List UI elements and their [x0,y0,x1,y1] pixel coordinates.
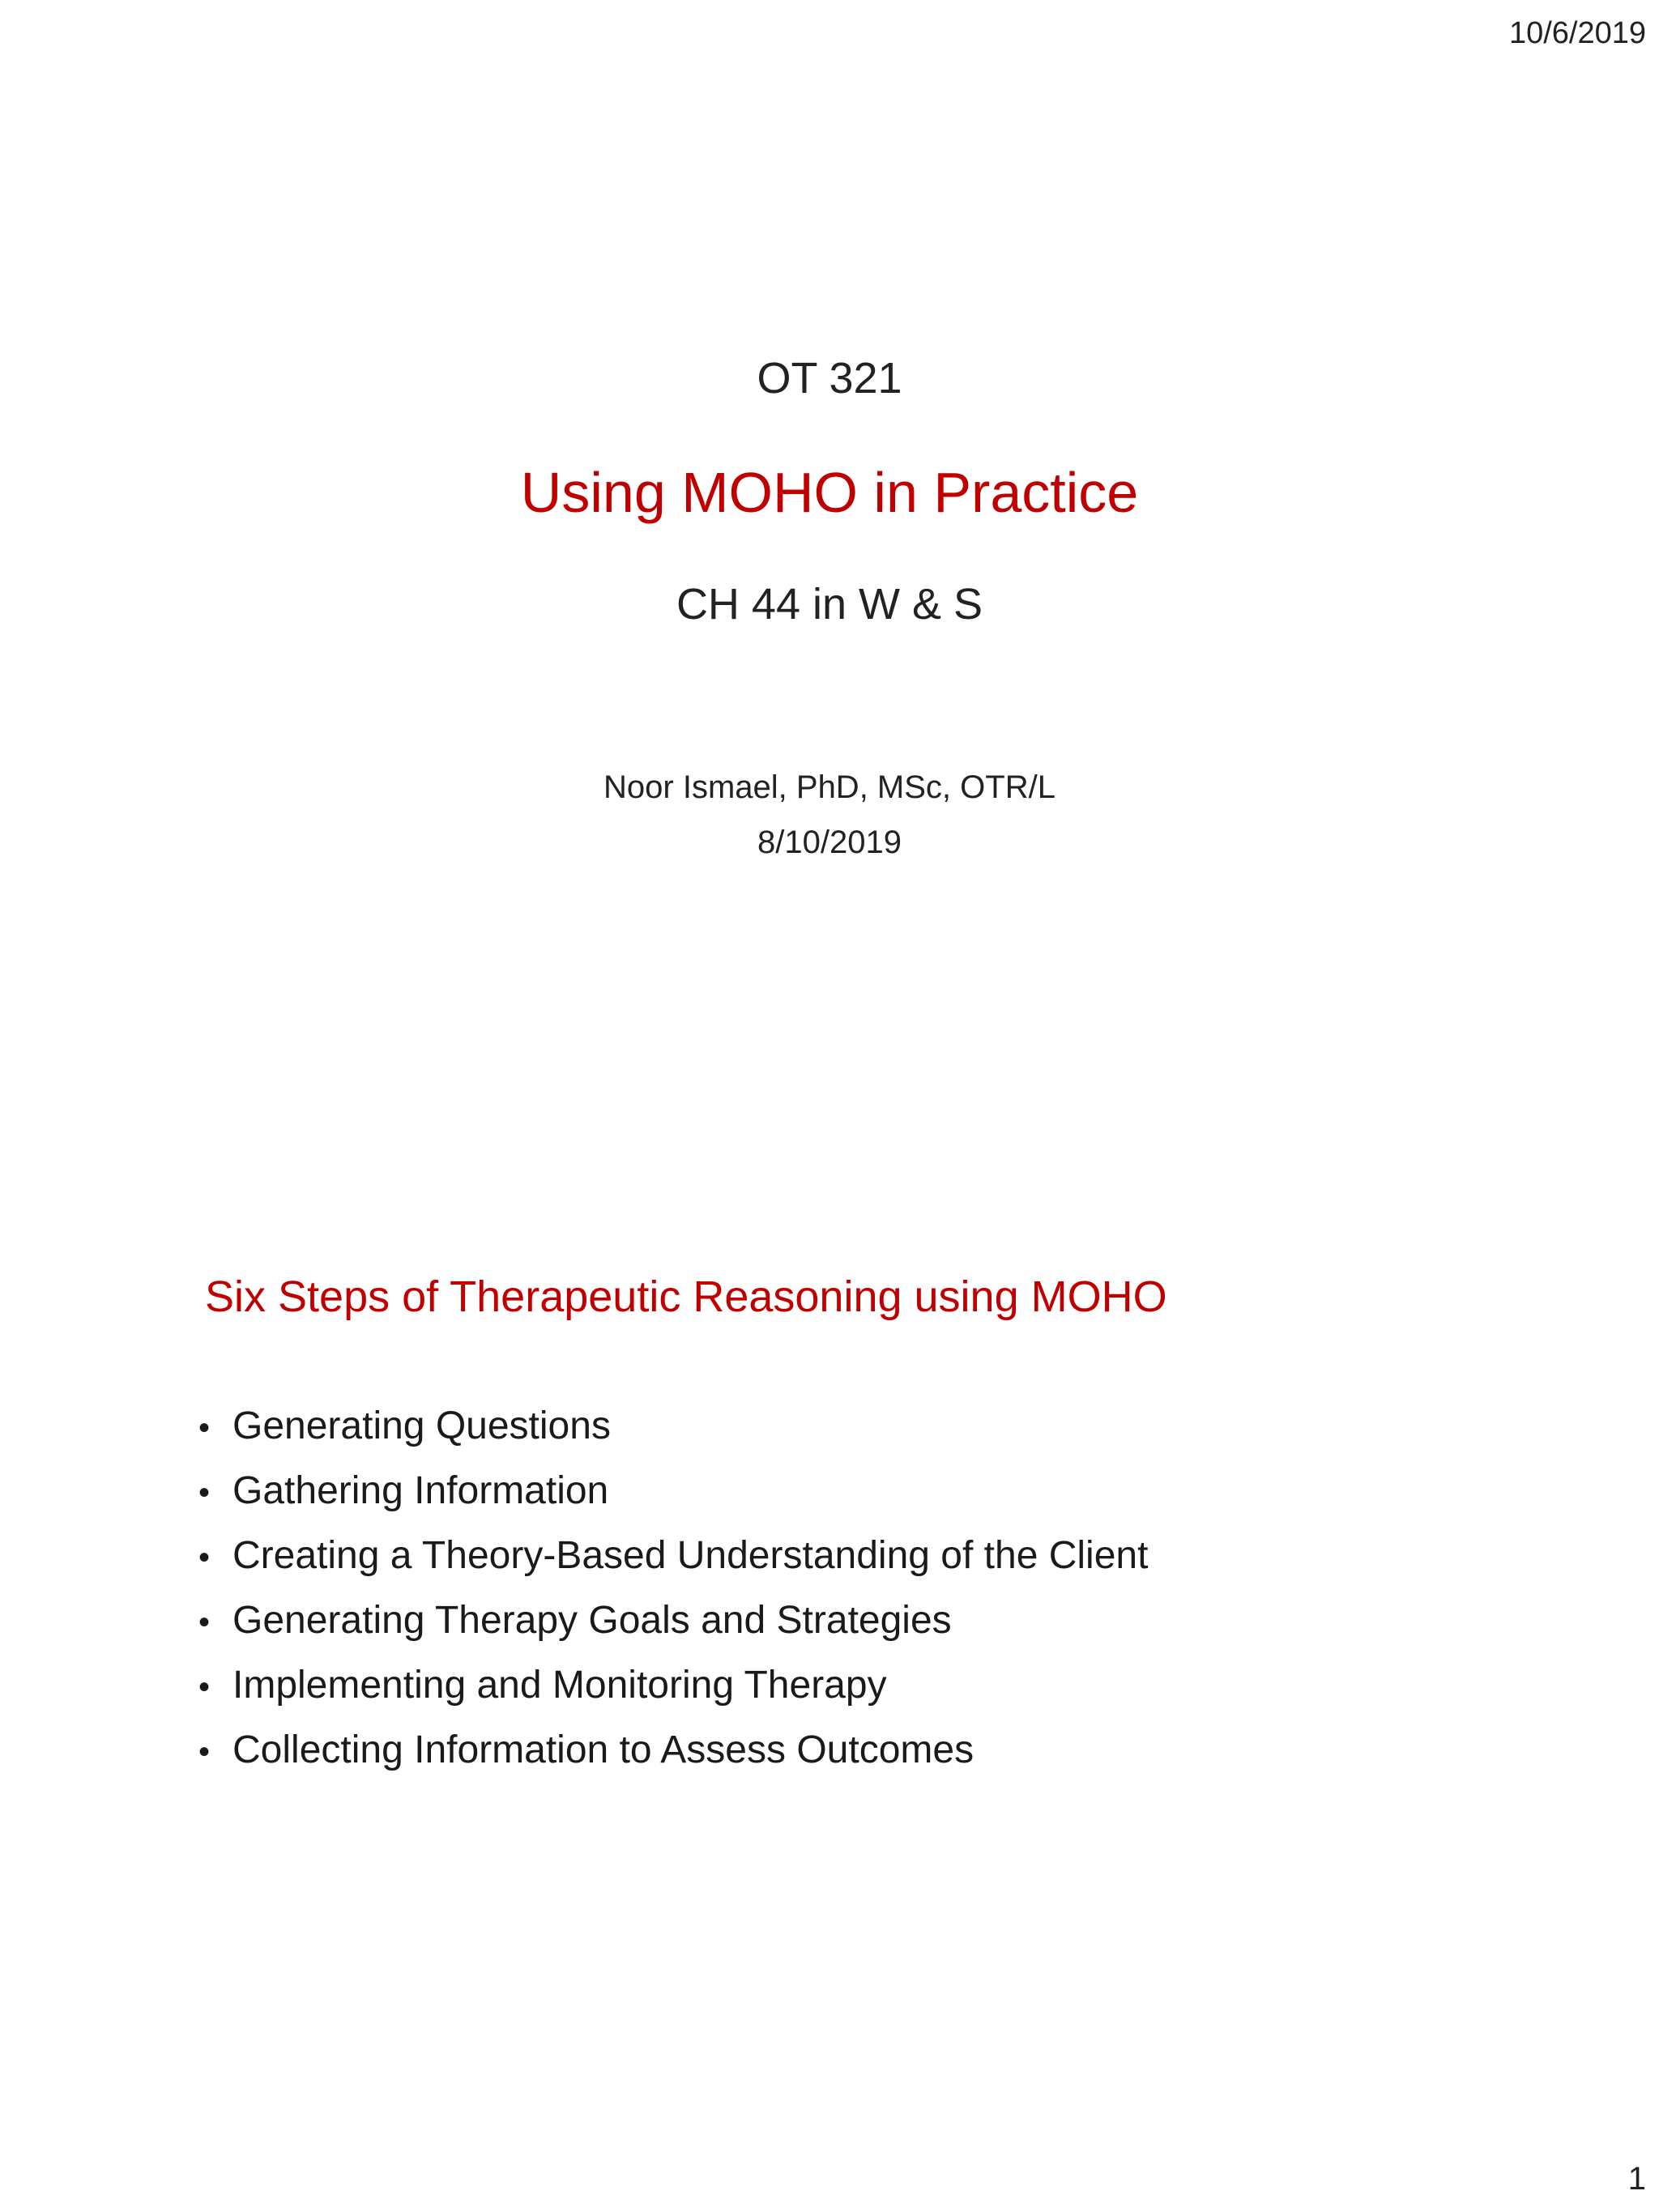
presentation-title: Using MOHO in Practice [520,461,1139,524]
list-item [198,1589,1148,1654]
print-date: 10/6/2019 [1508,16,1646,50]
presentation-date: 8/10/2019 [757,825,902,860]
course-code: OT 321 [757,354,902,403]
list-item-text: Implementing and Monitoring Therapy [232,1664,887,1707]
list-item-text: Creating a Theory-Based Understanding of the Client [232,1534,1149,1577]
steps-list [198,1395,1148,1784]
list-item [198,1524,1148,1589]
list-item-text: Gathering Information [232,1469,609,1512]
list-item [198,1654,1148,1719]
list-item-text: Collecting Information to Assess Outcomes [232,1728,975,1771]
author-name: Noor Ismael, PhD, MSc, OTR/L [603,769,1056,805]
list-item-text: Generating Therapy Goals and Strategies [232,1599,952,1642]
bullet-icon: • [198,1410,211,1446]
bullet-icon: • [198,1734,211,1770]
bullet-icon: • [198,1540,211,1575]
list-item [198,1719,1148,1784]
page-number: 1 [1627,2161,1646,2197]
list-item [198,1395,1148,1460]
chapter-reference: CH 44 in W & S [676,580,983,629]
bullet-icon: • [198,1669,211,1705]
list-item [198,1460,1148,1524]
list-item-text: Generating Questions [232,1404,611,1447]
bullet-icon: • [198,1605,211,1640]
steps-slide-title: Six Steps of Therapeutic Reasoning using MOHO [205,1272,1167,1321]
bullet-icon: • [198,1475,211,1511]
